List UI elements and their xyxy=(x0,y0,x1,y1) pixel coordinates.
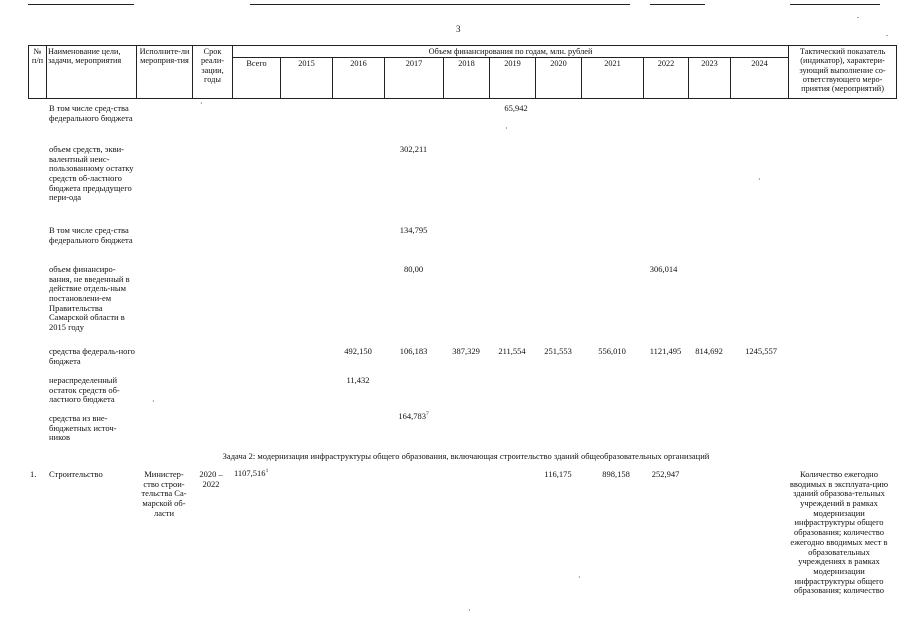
value-2017: 134,795 xyxy=(399,225,428,235)
value-2016: 492,150 xyxy=(344,346,372,356)
header-year: 2021 xyxy=(582,58,644,99)
page-number: 3 xyxy=(456,24,461,34)
item-total-text: 1107,516 xyxy=(234,467,266,478)
item-executor: Министер-ство строи-тельства Са-марской об-ласти xyxy=(141,469,187,518)
scan-dot: · xyxy=(505,124,508,133)
item-indicator: Количество ежегодно вводимых в эксплуата-цию зданий образова-тельных учреждений в рамках модернизации инфраструктуры общего образования; количество ежегодно вводимых мест в образовательных учреждениях в рамках модернизации инфраструктуры общего образования; количество xyxy=(789,469,889,596)
header-year: 2022 xyxy=(644,58,689,99)
footnote-mark: 7 xyxy=(425,411,429,417)
value-2019: 65,942 xyxy=(504,103,528,113)
top-rule-1 xyxy=(28,4,134,5)
item-num: 1. xyxy=(30,469,37,479)
value-2022: 1121,495 xyxy=(649,346,682,356)
item-total xyxy=(234,468,280,479)
scan-dot: · xyxy=(152,397,155,406)
header-num: № п/п xyxy=(29,46,47,99)
item-value-2020: 116,175 xyxy=(544,469,572,479)
row-label: объем средств, экви-валентный неис-пользованному остатку средств об-ластного бюджета предыдущего пери-ода xyxy=(49,144,134,203)
header-year: 2020 xyxy=(536,58,582,99)
header-table xyxy=(28,45,897,99)
row-label: средства федераль-ного бюджета xyxy=(49,346,135,366)
value-2017: 80,00 xyxy=(403,264,424,274)
row-label: нераспределенный остаток средств об-ластного бюджета xyxy=(49,375,120,405)
header-year: 2015 xyxy=(281,58,333,99)
row-label: средства из вне-бюджетных источ-ников xyxy=(49,413,117,443)
item-term: 2020 – 2022 xyxy=(199,469,223,489)
header-executor: Исполните-ли мероприя-тия xyxy=(137,46,193,99)
footnote-mark: 1 xyxy=(265,468,269,474)
header-year: 2017 xyxy=(385,58,444,99)
value-2017: 302,211 xyxy=(399,144,428,154)
item-value-2021: 898,158 xyxy=(602,469,630,479)
value-2017-text: 164,783 xyxy=(398,410,426,421)
value-2023: 814,692 xyxy=(695,346,723,356)
header-year: 2016 xyxy=(333,58,385,99)
value-2021: 556,010 xyxy=(598,346,626,356)
row-label: В том числе сред-ства федерального бюджета xyxy=(49,225,133,245)
value-2016: 11,432 xyxy=(346,375,370,385)
scan-dot: · xyxy=(200,99,203,108)
header-year: 2018 xyxy=(444,58,490,99)
scan-dot: · xyxy=(758,175,761,184)
header-year: 2023 xyxy=(689,58,731,99)
header-indicator: Тактический показатель (индикатор), характери-зующий выполнение со-ответствующего меро-приятия (мероприятий) xyxy=(789,46,897,99)
value-2017 xyxy=(384,411,443,422)
header-name: Наименование цели, задачи, мероприятия xyxy=(47,46,137,99)
item-name: Строительство xyxy=(49,469,103,479)
scan-dot: . xyxy=(857,11,859,20)
scan-dot: . xyxy=(886,29,888,38)
value-2019: 211,554 xyxy=(498,346,526,356)
top-rule-4 xyxy=(790,4,880,5)
header-year: 2019 xyxy=(490,58,536,99)
task-2-heading: Задача 2: модернизация инфраструктуры общего образования, включающая строительство зданий общеобразовательных организаций xyxy=(222,451,710,461)
header-term: Срок реали-зации, годы xyxy=(193,46,233,99)
row-label: объем финансиро-вания, не введенный в действие отдель-ным постановлени-ем Правительства Самарской области в 2015 году xyxy=(49,264,130,333)
value-2018: 387,329 xyxy=(452,346,480,356)
header-year: 2024 xyxy=(731,58,789,99)
value-2024: 1245,557 xyxy=(745,346,777,356)
top-rule-3 xyxy=(650,4,705,5)
top-rule-2 xyxy=(250,4,630,5)
value-2022: 306,014 xyxy=(649,264,678,274)
value-2020: 251,553 xyxy=(544,346,572,356)
header-funding-title: Объем финансирования по годам, млн. рублей xyxy=(233,46,789,58)
scan-dot: · xyxy=(578,573,581,582)
row-label: В том числе сред-ства федерального бюджета xyxy=(49,103,133,123)
header-total: Всего xyxy=(233,58,281,99)
scan-dot: · xyxy=(468,606,471,615)
value-2017: 106,183 xyxy=(399,346,428,356)
item-value-2022: 252,947 xyxy=(651,469,680,479)
